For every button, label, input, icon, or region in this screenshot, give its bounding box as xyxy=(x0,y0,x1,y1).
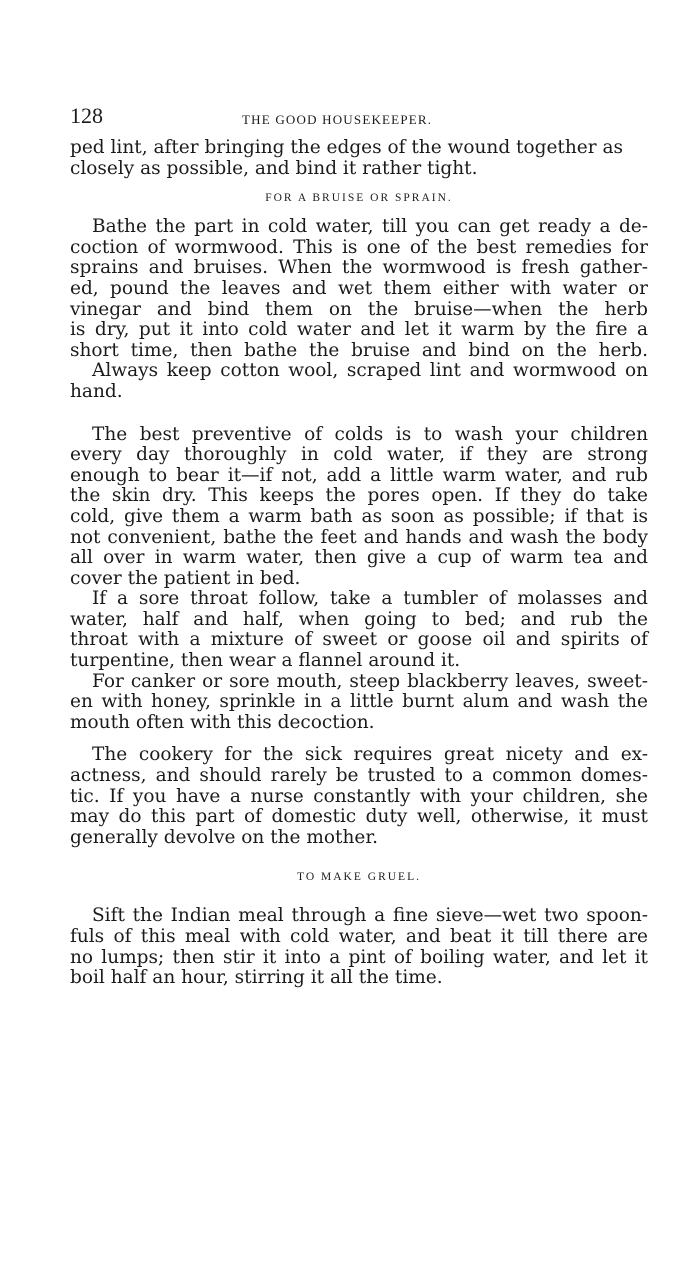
text-line: is dry, put it into cold water and let it warm by the fire a xyxy=(70,319,648,341)
text-line: ped lint, after bringing the edges of the wound together as xyxy=(70,137,623,158)
paragraph-colds-prevention xyxy=(70,425,648,590)
paragraph-sore-throat xyxy=(70,589,648,671)
text-line: throat with a mixture of sweet or goose oil and spirits of xyxy=(70,629,648,651)
running-head xyxy=(70,104,648,138)
text-line: actness, and should rarely be trusted to a common domes- xyxy=(70,765,648,787)
paragraph-bruise-remedy xyxy=(70,217,648,361)
book-page xyxy=(70,104,648,989)
text-line: every day thoroughly in cold water, if they are strong xyxy=(70,444,648,466)
text-line: tic. If you have a nurse constantly with your children, she xyxy=(70,785,648,807)
text-line: If a sore throat follow, take a tumbler of molasses and xyxy=(92,588,648,610)
text-line: The best preventive of colds is to wash your children xyxy=(92,423,648,445)
text-line: enough to bear it—if not, add a little warm water, and rub xyxy=(70,464,648,486)
text-line: Bathe the part in cold water, till you can get ready a de- xyxy=(92,216,648,238)
text-line: boil half an hour, stirring it all the time. xyxy=(70,967,443,989)
text-line: en with honey, sprinkle in a little burnt alum and wash the xyxy=(70,691,648,713)
section-heading-gruel: TO MAKE GRUEL. xyxy=(297,871,421,884)
text-line: generally devolve on the mother. xyxy=(70,826,379,848)
text-line: Always keep cotton wool, scraped lint and wormwood on xyxy=(92,360,648,382)
paragraph-wound-dressing-end xyxy=(70,138,648,179)
text-line: vinegar and bind them on the bruise—when the herb xyxy=(70,298,648,320)
paragraph-gruel-recipe xyxy=(70,906,648,988)
text-line: no lumps; then stir it into a pint of boiling water, and let it xyxy=(70,946,648,968)
text-line: water, half and half, when going to bed; and rub the xyxy=(70,608,648,630)
text-line: turpentine, then wear a flannel around it. xyxy=(70,650,461,672)
text-line: cover the patient in bed. xyxy=(70,567,301,589)
text-line: cold, give them a warm bath as soon as possible; if that is xyxy=(70,505,648,527)
text-line: hand. xyxy=(70,380,123,402)
text-line: all over in warm water, then give a cup of warm tea and xyxy=(70,547,648,569)
text-line: may do this part of domestic duty well, otherwise, it must xyxy=(70,806,648,828)
paragraph-keep-on-hand xyxy=(70,361,648,402)
text-line: For canker or sore mouth, steep blackberry leaves, sweet- xyxy=(92,670,648,692)
text-line: closely as possible, and bind it rather tight. xyxy=(70,157,478,179)
page-number: 128 xyxy=(70,103,103,128)
text-line: fuls of this meal with cold water, and beat it till there are xyxy=(70,926,648,947)
text-line: mouth often with this decoction. xyxy=(70,711,375,733)
text-line: sprains and bruises. When the wormwood is fresh gather- xyxy=(70,257,648,279)
text-line: Sift the Indian meal through a fine sieve—wet two spoon- xyxy=(92,905,648,927)
text-line: the skin dry. This keeps the pores open. If they do take xyxy=(70,485,648,507)
paragraph-canker xyxy=(70,672,648,734)
paragraph-sick-cookery xyxy=(70,745,648,848)
text-line: short time, then bathe the bruise and bind on the herb. xyxy=(70,339,648,361)
text-line: not convenient, bathe the feet and hands and wash the body xyxy=(70,526,648,548)
text-line: ed, pound the leaves and wet them either with water or xyxy=(70,277,648,299)
running-title: THE GOOD HOUSEKEEPER. xyxy=(242,112,433,127)
section-heading-bruise: FOR A BRUISE OR SPRAIN. xyxy=(265,192,453,205)
text-line: The cookery for the sick requires great nicety and ex- xyxy=(92,744,648,766)
text-line: coction of wormwood. This is one of the best remedies for xyxy=(70,236,648,258)
